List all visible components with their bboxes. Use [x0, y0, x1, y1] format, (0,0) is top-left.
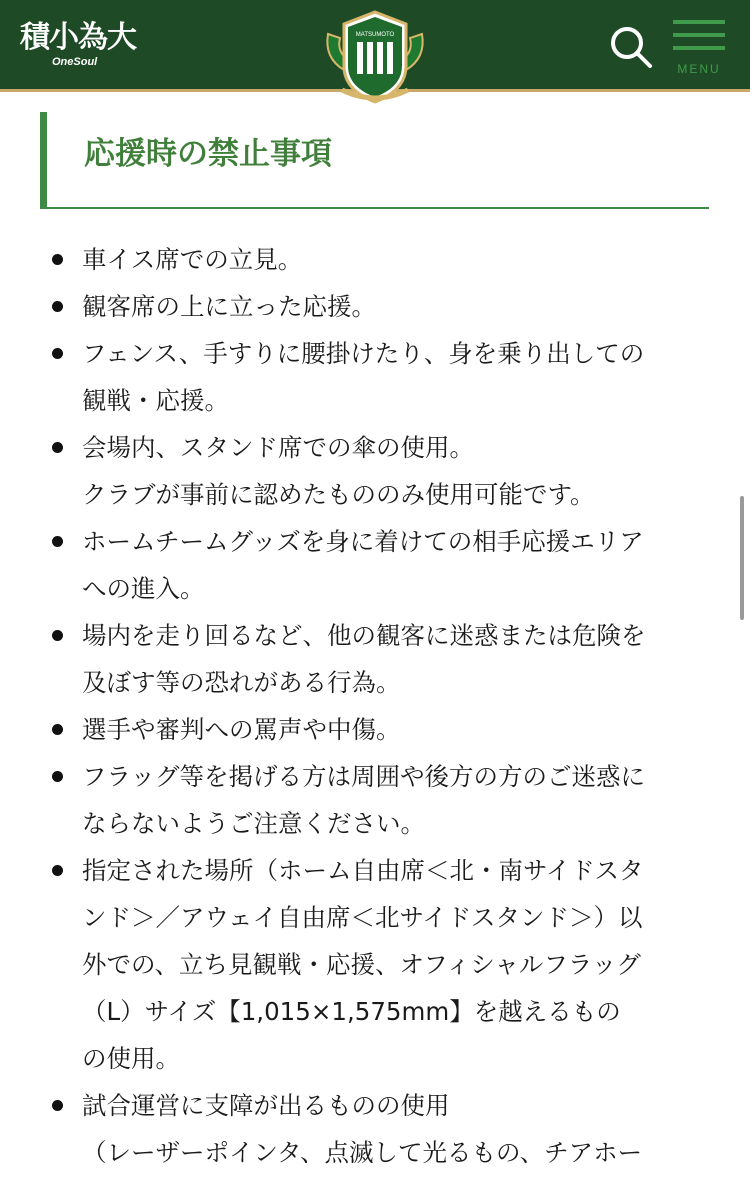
list-item [0, 518, 750, 612]
list-item-text: フェンス、手すりに腰掛けたり、身を乗り出しての [82, 339, 645, 368]
menu-label: MENU [677, 62, 721, 76]
list-item-text: ンド＞／アウェイ自由席＜北サイドスタンド＞）以 [82, 903, 643, 932]
list-item-text: 車イス席での立見。 [82, 245, 303, 274]
prohibited-acts-list [0, 236, 750, 1176]
list-item-text: フラッグ等を掲げる方は周囲や後方の方のご迷惑に [82, 762, 646, 791]
search-icon [606, 22, 656, 72]
list-item-text: の使用。 [82, 1044, 180, 1073]
list-item-text: （L）サイズ【1,015×1,575mm】を越えるもの [82, 997, 621, 1026]
list-item [0, 1082, 750, 1176]
list-item-text: クラブが事前に認めたもののみ使用可能です。 [82, 480, 595, 509]
list-item-text: 外での、立ち見観戦・応援、オフィシャルフラッグ [82, 950, 641, 979]
list-item-text: （レーザーポインタ、点滅して光るもの、チアホー [82, 1138, 643, 1167]
list-item-text: への進入。 [82, 574, 205, 603]
list-item [0, 283, 750, 330]
list-item-text: 指定された場所（ホーム自由席＜北・南サイドスタ [82, 856, 644, 885]
list-item-text: 及ぼす等の恐れがある行為。 [82, 668, 401, 697]
club-emblem-icon[interactable] [322, 8, 428, 106]
list-item-text: 観客席の上に立った応援。 [82, 292, 376, 321]
list-item-text: 会場内、スタンド席での傘の使用。 [82, 433, 474, 462]
list-item-text: 場内を走り回るなど、他の観客に迷惑または危険を [82, 621, 646, 650]
list-item [0, 847, 750, 1082]
list-item-text: 選手や審判への罵声や中傷。 [82, 715, 401, 744]
hamburger-icon-bar [673, 20, 725, 24]
emblem-text: MATSUMOTO [355, 32, 395, 38]
section-title: 応援時の禁止事項 [84, 136, 332, 172]
list-item [0, 612, 750, 706]
list-item-text: ホームチームグッズを身に着けての相手応援エリア [82, 527, 644, 556]
search-button[interactable] [606, 22, 656, 72]
hamburger-icon-bar [673, 46, 725, 50]
list-item-text: 試合運営に支障が出るものの使用 [82, 1091, 450, 1120]
list-item [0, 753, 750, 847]
list-item [0, 236, 750, 283]
slogan-logo-subtext: OneSoul [52, 56, 98, 68]
list-item-text: 観戦・応援。 [82, 386, 229, 415]
list-item [0, 706, 750, 753]
scrollbar-thumb[interactable] [740, 496, 744, 620]
hamburger-icon-bar [673, 33, 725, 37]
slogan-logo[interactable]: 積小為大 [20, 20, 136, 55]
list-item [0, 330, 750, 424]
menu-button[interactable] [670, 18, 728, 78]
list-item-text: ならないようご注意ください。 [82, 809, 425, 838]
site-header [0, 0, 750, 92]
list-item [0, 424, 750, 518]
section-heading [40, 112, 709, 209]
